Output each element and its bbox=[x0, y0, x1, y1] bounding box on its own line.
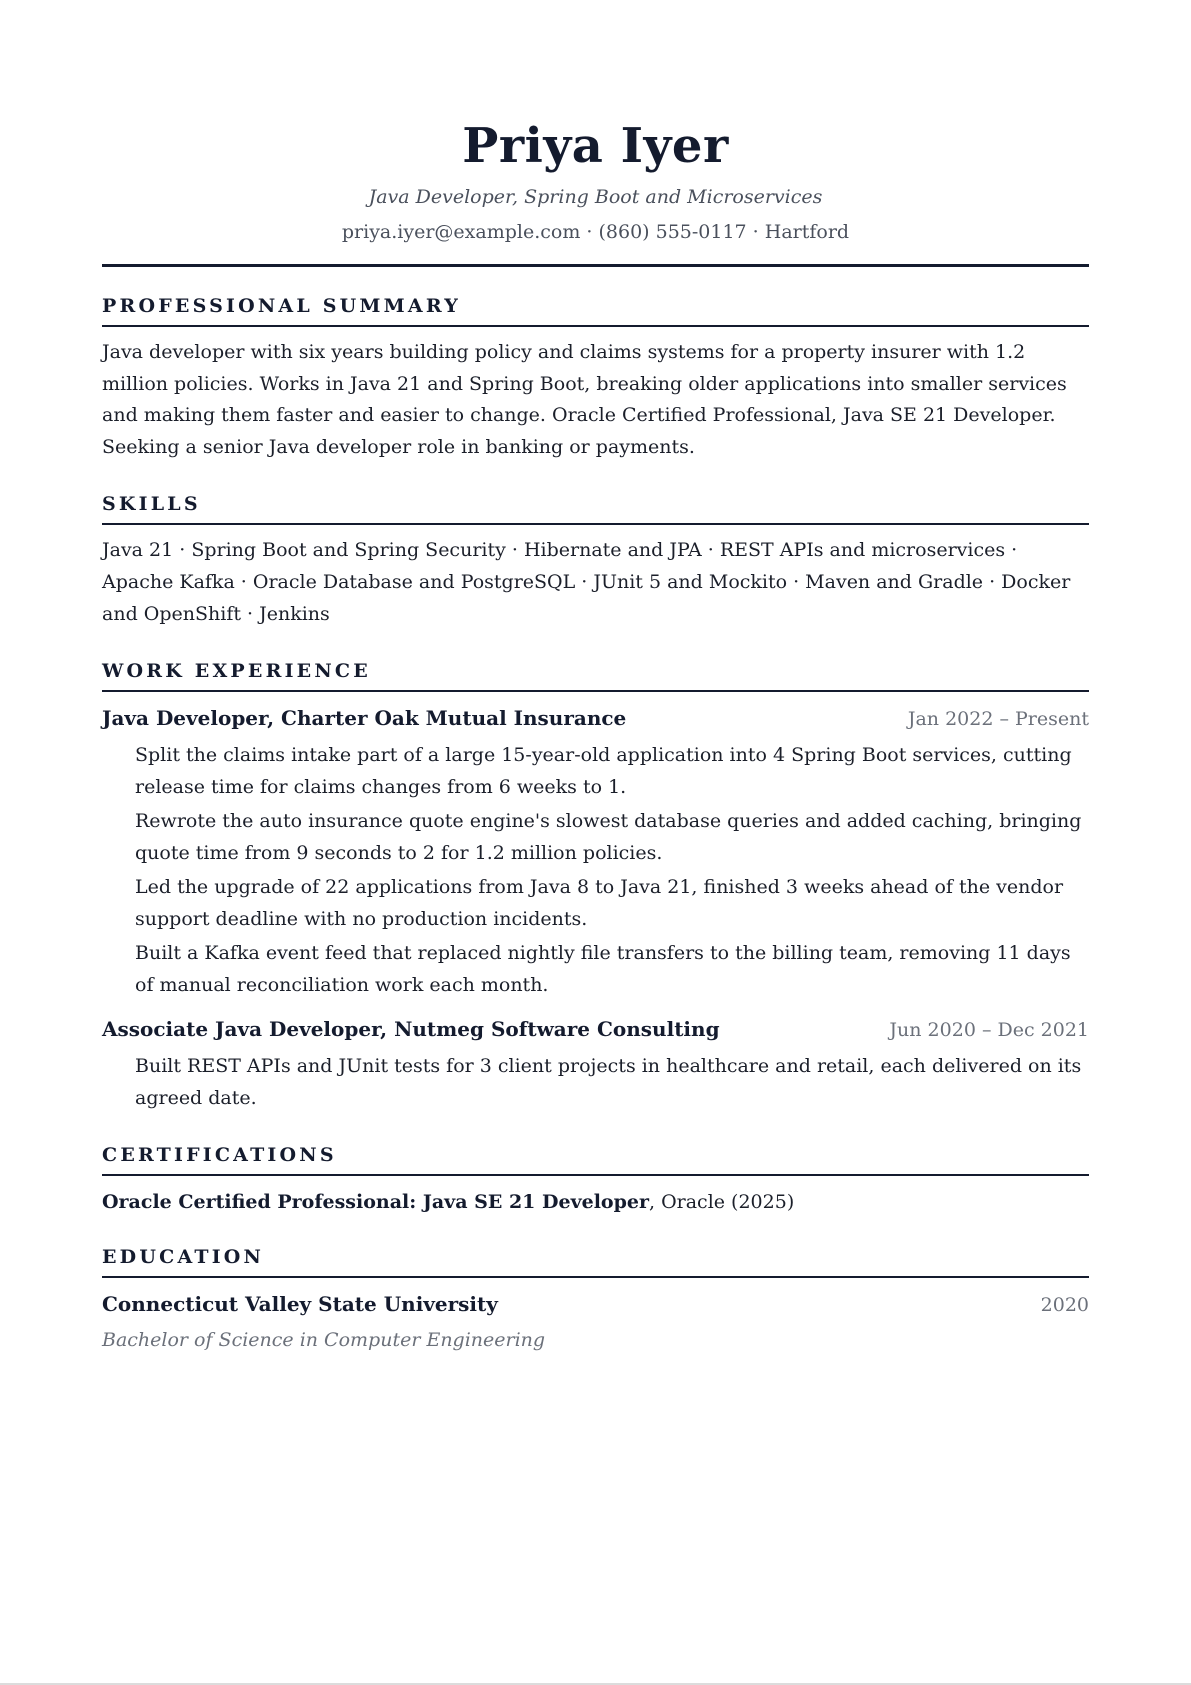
summary-heading: PROFESSIONAL SUMMARY bbox=[102, 295, 1089, 327]
education-degree: Bachelor of Science in Computer Engineering bbox=[102, 1329, 546, 1352]
resume-page bbox=[102, 0, 1089, 1354]
job-bullet: Rewrote the auto insurance quote engine's slowest database queries and added caching, bringing quote time from 9 seconds to 2 for 1.2 million policies. bbox=[135, 810, 1082, 865]
experience-section bbox=[102, 660, 1089, 1114]
job-entry bbox=[102, 1015, 1089, 1114]
job-bullets bbox=[102, 739, 1089, 1001]
job-header bbox=[102, 704, 1089, 733]
header-divider bbox=[102, 264, 1089, 267]
summary-text: Java developer with six years building policy and claims systems for a property insurer with 1.2 million policies. Works in Java 21 and Spring Boot, breaking older applications into smaller services and making them faster and easier to change. Oracle Certified Professional, Java SE 21 Developer. Seeking a senior Java developer role in banking or payments. bbox=[102, 341, 1067, 458]
job-bullet: Led the upgrade of 22 applications from Java 8 to Java 21, finished 3 weeks ahead of the vendor support deadline with no production incidents. bbox=[135, 876, 1064, 931]
skills-section bbox=[102, 493, 1089, 630]
education-school: Connecticut Valley State University bbox=[102, 1292, 498, 1317]
job-bullets bbox=[102, 1050, 1089, 1114]
certifications-section bbox=[102, 1144, 1089, 1216]
certification-issuer: , Oracle (2025) bbox=[648, 1191, 795, 1214]
job-bullet: Split the claims intake part of a large 15-year-old application into 4 Spring Boot services, cutting release time for claims changes from 6 weeks to 1. bbox=[135, 744, 1072, 799]
skills-heading: SKILLS bbox=[102, 493, 1089, 525]
certification-entry bbox=[102, 1188, 1089, 1216]
job-bullet: Built REST APIs and JUnit tests for 3 client projects in healthcare and retail, each delivered on its agreed date. bbox=[135, 1055, 1082, 1110]
job-entry bbox=[102, 704, 1089, 1001]
candidate-name: Priya Iyer bbox=[462, 118, 729, 174]
certifications-heading: CERTIFICATIONS bbox=[102, 1144, 1089, 1176]
certification-name: Oracle Certified Professional: Java SE 21 Developer bbox=[102, 1191, 649, 1214]
job-title: Java Developer, Charter Oak Mutual Insurance bbox=[102, 706, 627, 731]
candidate-headline: Java Developer, Spring Boot and Microservices bbox=[368, 186, 823, 208]
contact-line: priya.iyer@example.com · (860) 555-0117 · Hartford bbox=[341, 221, 850, 243]
job-title: Associate Java Developer, Nutmeg Software Consulting bbox=[102, 1017, 720, 1042]
job-bullet: Built a Kafka event feed that replaced nightly file transfers to the billing team, removing 11 days of manual reconciliation work each month. bbox=[135, 942, 1071, 997]
job-dates: Jan 2022 – Present bbox=[907, 708, 1089, 731]
education-header bbox=[102, 1290, 1089, 1319]
resume-header bbox=[102, 0, 1089, 245]
summary-section bbox=[102, 295, 1089, 463]
education-year: 2020 bbox=[1040, 1294, 1089, 1317]
job-dates: Jun 2020 – Dec 2021 bbox=[889, 1019, 1089, 1042]
education-heading: EDUCATION bbox=[102, 1246, 1089, 1278]
experience-heading: WORK EXPERIENCE bbox=[102, 660, 1089, 692]
job-header bbox=[102, 1015, 1089, 1044]
education-section bbox=[102, 1246, 1089, 1354]
skills-text: Java 21 · Spring Boot and Spring Security · Hibernate and JPA · REST APIs and microservices · Apache Kafka · Oracle Database and PostgreSQL · JUnit 5 and Mockito · Maven and Gradle · Docker and OpenShift · Jenkins bbox=[102, 539, 1071, 625]
